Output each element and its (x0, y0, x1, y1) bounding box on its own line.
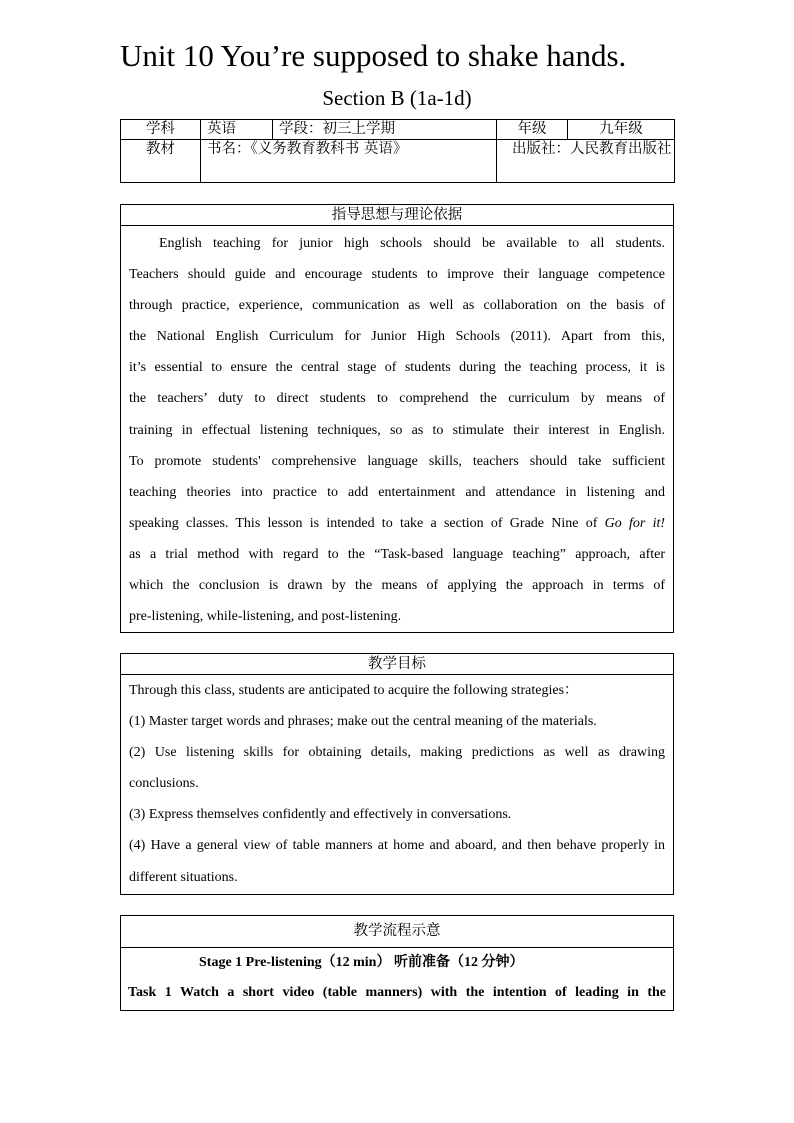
subject-value: 英语 (201, 120, 273, 140)
guiding-line: pre-listening, while-listening, and post-listening. (129, 609, 402, 625)
objective-item: (4) Have a general view of table manners at home and aboard, and then behave properly in different situations. (129, 838, 665, 885)
objective-item: (1) Master target words and phrases; make out the central meaning of the materials. (129, 714, 597, 730)
guiding-line: the teachers’ duty to direct students to comprehend the curriculum by means of (129, 391, 665, 407)
objectives-section (120, 653, 674, 895)
objectives-body (121, 675, 673, 893)
page-title: Unit 10 You’re supposed to shake hands. (120, 38, 627, 73)
guiding-line-text: speaking classes. This lesson is intended to take a section of Grade Nine of (129, 515, 605, 531)
guiding-line: To promote students' comprehensive language skills, teachers should take sufficient (129, 453, 665, 469)
flow-heading: 教学流程示意 (121, 916, 673, 948)
guiding-line (129, 508, 665, 539)
info-table (120, 119, 675, 183)
objective-item: (2) Use listening skills for obtaining details, making predictions as well as drawing conclusions. (129, 745, 665, 792)
page-subtitle: Section B (1a-1d) (322, 86, 472, 110)
guiding-line: which the conclusion is drawn by the means of applying the approach in terms of (129, 578, 665, 594)
task-1-text: Task 1 Watch a short video (table manners) with the intention of leading in the (128, 985, 666, 1000)
objectives-intro: Through this class, students are anticipated to acquire the following strategies： (129, 683, 579, 698)
guiding-line: through practice, experience, communication as well as collaboration on the basis of (129, 298, 665, 314)
objective-item: (3) Express themselves confidently and effectively in conversations. (129, 807, 512, 823)
flow-section (120, 915, 674, 1011)
guiding-line: the National English Curriculum for Junior High Schools (2011). Apart from this, (129, 329, 665, 345)
textbook-label: 教材 (121, 140, 201, 183)
guiding-body (121, 226, 673, 632)
book-title-italic: Go for it! (604, 515, 666, 531)
guiding-line: it’s essential to ensure the central stage of students during the teaching process, it is (129, 360, 665, 376)
stage-value: 学段：初三上学期 (273, 120, 497, 140)
book-name: 书名：《义务教育教科书 英语》 (201, 140, 497, 183)
guiding-line: English teaching for junior high schools should be available to all students. (159, 236, 665, 251)
guiding-section (120, 204, 674, 633)
publisher: 出版社：人民教育出版社 (497, 140, 675, 183)
guiding-line: as a trial method with regard to the “Task-based language teaching” approach, after (129, 546, 665, 562)
grade-label: 年级 (497, 120, 568, 140)
grade-value: 九年级 (568, 120, 675, 140)
guiding-heading: 指导思想与理论依据 (121, 205, 673, 226)
guiding-line: teaching theories into practice to add entertainment and attendance in listening and (129, 484, 665, 500)
guiding-line: Teachers should guide and encourage students to improve their language competence (129, 267, 665, 283)
subject-label: 学科 (121, 120, 201, 140)
guiding-line: training in effectual listening techniques, so as to stimulate their interest in English. (129, 422, 665, 438)
stage-1-title: Stage 1 Pre-listening（12 min） 听前准备（12 分钟） (199, 955, 524, 970)
objectives-heading: 教学目标 (121, 654, 673, 675)
